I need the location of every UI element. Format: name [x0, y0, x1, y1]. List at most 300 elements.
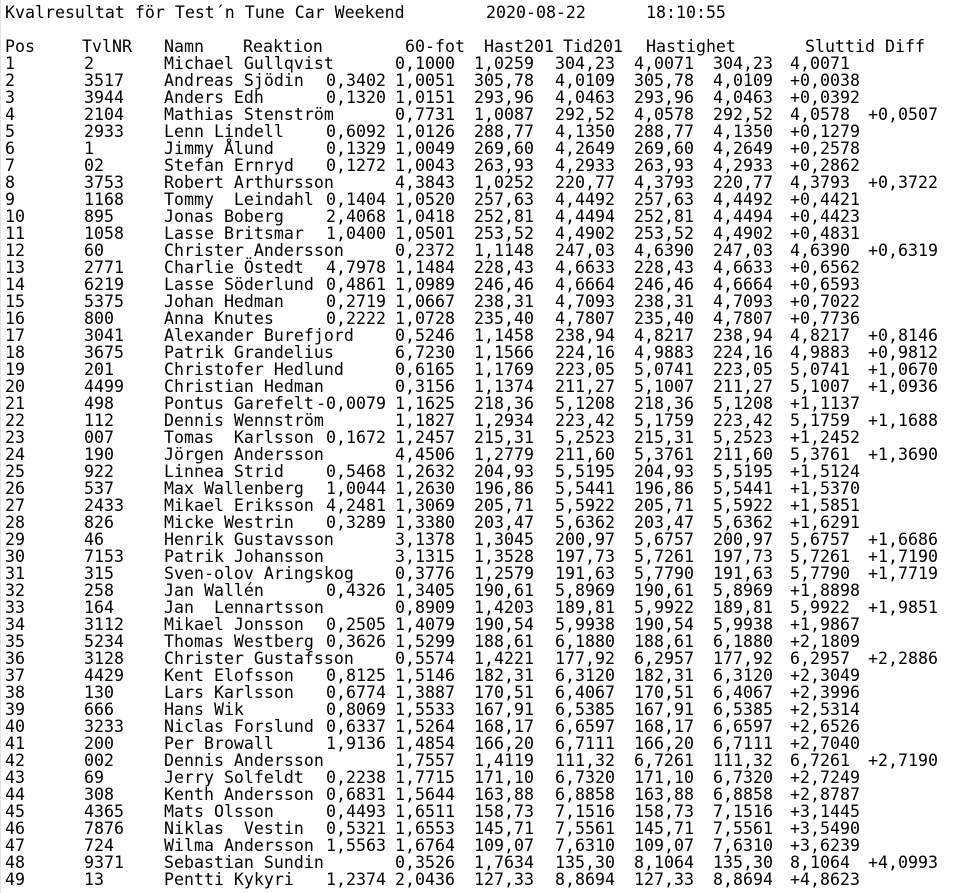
cell-name: Robert Arthursson — [164, 173, 334, 192]
cell-hastighet: 211,60 — [713, 445, 773, 464]
cell-hast201: 252,81 — [474, 207, 534, 226]
col-header-namn: Namn — [164, 37, 204, 56]
cell-sluttid: 4,6664 — [713, 275, 773, 294]
cell-name: Andreas Sjödin — [164, 71, 304, 90]
cell-reaktion: 0,1329 — [326, 139, 386, 158]
col-header-sluttid: Sluttid — [805, 37, 875, 56]
cell-name: Christofer Hedlund — [164, 360, 344, 379]
cell-diff: +0,4423 — [790, 207, 860, 226]
cell-name: Mathias Stenström — [164, 105, 334, 124]
cell-reaktion: 0,6337 — [326, 717, 386, 736]
cell-pos: 11 — [5, 224, 25, 243]
cell-name: Alexander Burefjord — [164, 326, 354, 345]
table-row — [1, 531, 964, 548]
cell-fot60: 1,0126 — [395, 122, 455, 141]
cell-nr: 190 — [84, 445, 114, 464]
cell-hastighet: 224,16 — [713, 343, 773, 362]
cell-hast201: 196,86 — [474, 479, 534, 498]
table-row — [1, 837, 964, 854]
cell-nr: 2433 — [84, 496, 124, 515]
cell-nr: 315 — [84, 564, 114, 583]
cell-name: Anders Edh — [164, 88, 264, 107]
cell-hastighet: 228,43 — [634, 258, 694, 277]
cell-name: Niklas Vestin — [164, 819, 304, 838]
cell-hast201: 223,42 — [555, 411, 615, 430]
cell-tid201: 6,5385 — [555, 700, 615, 719]
cell-pos: 38 — [5, 683, 25, 702]
cell-fot60: 1,6553 — [395, 819, 455, 838]
table-row — [1, 446, 964, 463]
cell-pos: 2 — [5, 71, 15, 90]
cell-pos: 15 — [5, 292, 25, 311]
cell-nr: 308 — [84, 785, 114, 804]
cell-nr: 2933 — [84, 122, 124, 141]
cell-reaktion: 1,7557 — [395, 751, 455, 770]
cell-fot60: 1,4119 — [474, 751, 534, 770]
cell-tid201: 5,0741 — [634, 360, 694, 379]
cell-reaktion: 0,6831 — [326, 785, 386, 804]
cell-fot60: 2,0436 — [395, 870, 455, 889]
cell-nr: 3233 — [84, 717, 124, 736]
cell-hast201: 238,94 — [555, 326, 615, 345]
cell-sluttid: 5,5441 — [713, 479, 773, 498]
cell-name: Patrik Johansson — [164, 547, 324, 566]
cell-nr: 826 — [84, 513, 114, 532]
cell-nr: 724 — [84, 836, 114, 855]
cell-diff: +0,1279 — [790, 122, 860, 141]
cell-sluttid: 7,5561 — [713, 819, 773, 838]
cell-hastighet: 252,81 — [634, 207, 694, 226]
cell-diff: +1,6686 — [868, 530, 938, 549]
cell-pos: 27 — [5, 496, 25, 515]
cell-diff: +4,8623 — [790, 870, 860, 889]
cell-fot60: 1,0049 — [395, 139, 455, 158]
cell-diff: +1,3690 — [868, 445, 938, 464]
cell-name: Dennis Wennström — [164, 411, 324, 430]
cell-reaktion: 0,6092 — [326, 122, 386, 141]
table-row — [1, 140, 964, 157]
cell-hastighet: 247,03 — [713, 241, 773, 260]
cell-sluttid: 4,4902 — [713, 224, 773, 243]
cell-sluttid: 6,7261 — [790, 751, 850, 770]
cell-sluttid: 5,6757 — [790, 530, 850, 549]
cell-fot60: 1,3405 — [395, 581, 455, 600]
cell-pos: 47 — [5, 836, 25, 855]
cell-diff: +1,7190 — [868, 547, 938, 566]
cell-reaktion: 1,2374 — [326, 870, 386, 889]
cell-reaktion: 0,2372 — [395, 241, 455, 260]
cell-hast201: 190,54 — [474, 615, 534, 634]
cell-reaktion: 0,3626 — [326, 632, 386, 651]
cell-hastighet: 205,71 — [634, 496, 694, 515]
cell-fot60: 1,0252 — [474, 173, 534, 192]
cell-tid201: 5,7261 — [634, 547, 694, 566]
cell-nr: 3112 — [84, 615, 124, 634]
cell-pos: 45 — [5, 802, 25, 821]
cell-nr: 69 — [84, 768, 104, 787]
cell-pos: 8 — [5, 173, 15, 192]
cell-fot60: 1,5299 — [395, 632, 455, 651]
cell-nr: 1168 — [84, 190, 124, 209]
cell-fot60: 1,0051 — [395, 71, 455, 90]
cell-reaktion: 0,3776 — [395, 564, 455, 583]
cell-reaktion: 0,5246 — [395, 326, 455, 345]
cell-hastighet: 269,60 — [634, 139, 694, 158]
cell-diff: +1,6291 — [790, 513, 860, 532]
cell-tid201: 4,4492 — [555, 190, 615, 209]
cell-diff: +1,2452 — [790, 428, 860, 447]
cell-nr: 3944 — [84, 88, 124, 107]
cell-tid201: 5,1208 — [555, 394, 615, 413]
cell-sluttid: 8,1064 — [790, 853, 850, 872]
cell-diff: +2,7190 — [868, 751, 938, 770]
cell-reaktion: 0,2238 — [326, 768, 386, 787]
col-header-pos: Pos — [5, 37, 35, 56]
cell-hastighet: 127,33 — [634, 870, 694, 889]
cell-hast201: 215,31 — [474, 428, 534, 447]
cell-fot60: 1,1148 — [474, 241, 534, 260]
cell-nr: 3041 — [84, 326, 124, 345]
report-date: 2020-08-22 — [486, 3, 586, 22]
col-header-reaktion: Reaktion — [243, 37, 323, 56]
cell-diff: +0,8146 — [868, 326, 938, 345]
cell-name: Thomas Westberg — [164, 632, 314, 651]
cell-reaktion: 4,4506 — [395, 445, 455, 464]
cell-tid201: 6,7111 — [555, 734, 615, 753]
table-row — [1, 276, 964, 293]
cell-hastighet: 292,52 — [713, 105, 773, 124]
cell-nr: 5234 — [84, 632, 124, 651]
cell-hast201: 211,27 — [555, 377, 615, 396]
cell-diff: +2,7249 — [790, 768, 860, 787]
cell-pos: 28 — [5, 513, 25, 532]
cell-tid201: 4,4494 — [555, 207, 615, 226]
cell-name: Niclas Forslund — [164, 717, 314, 736]
cell-fot60: 1,5533 — [395, 700, 455, 719]
cell-tid201: 4,8217 — [634, 326, 694, 345]
cell-reaktion: 1,0044 — [326, 479, 386, 498]
cell-fot60: 1,1566 — [474, 343, 534, 362]
cell-name: Jonas Boberg — [164, 207, 284, 226]
cell-sluttid: 4,0071 — [790, 54, 850, 73]
cell-name: Christian Hedman — [164, 377, 324, 396]
cell-pos: 37 — [5, 666, 25, 685]
cell-name: Jimmy Ålund — [164, 139, 274, 158]
cell-reaktion: 0,8069 — [326, 700, 386, 719]
cell-name: Henrik Gustavsson — [164, 530, 334, 549]
cell-pos: 36 — [5, 649, 25, 668]
cell-name: Kent Elofsson — [164, 666, 294, 685]
cell-nr: 164 — [84, 598, 114, 617]
cell-sluttid: 6,3120 — [713, 666, 773, 685]
cell-hast201: 263,93 — [474, 156, 534, 175]
table-row — [1, 293, 964, 310]
cell-nr: 7876 — [84, 819, 124, 838]
cell-pos: 41 — [5, 734, 25, 753]
cell-name: Linnea Strid — [164, 462, 284, 481]
cell-hastighet: 111,32 — [713, 751, 773, 770]
cell-hast201: 177,92 — [555, 649, 615, 668]
cell-fot60: 1,0151 — [395, 88, 455, 107]
cell-hast201: 205,71 — [474, 496, 534, 515]
cell-tid201: 6,4067 — [555, 683, 615, 702]
cell-sluttid: 5,2523 — [713, 428, 773, 447]
cell-name: Sebastian Sundin — [164, 853, 324, 872]
cell-hast201: 203,47 — [474, 513, 534, 532]
table-row — [1, 548, 964, 565]
cell-tid201: 4,2933 — [555, 156, 615, 175]
table-row — [1, 123, 964, 140]
cell-diff: +1,0670 — [868, 360, 938, 379]
cell-nr: 3675 — [84, 343, 124, 362]
cell-reaktion: 0,7731 — [395, 105, 455, 124]
cell-name: Per Browall — [164, 734, 274, 753]
cell-reaktion: -0,0079 — [316, 394, 386, 413]
cell-sluttid: 6,1880 — [713, 632, 773, 651]
cell-sluttid: 6,7111 — [713, 734, 773, 753]
cell-diff: +0,4421 — [790, 190, 860, 209]
cell-pos: 39 — [5, 700, 25, 719]
cell-name: Jerry Solfeldt — [164, 768, 304, 787]
cell-hastighet: 166,20 — [634, 734, 694, 753]
cell-tid201: 8,8694 — [555, 870, 615, 889]
cell-tid201: 5,6362 — [555, 513, 615, 532]
cell-hast201: 188,61 — [474, 632, 534, 651]
col-header-diff: Diff — [885, 37, 925, 56]
cell-tid201: 5,3761 — [634, 445, 694, 464]
cell-nr: 4499 — [84, 377, 124, 396]
cell-tid201: 6,1880 — [555, 632, 615, 651]
cell-hast201: 235,40 — [474, 309, 534, 328]
cell-reaktion: 0,4326 — [326, 581, 386, 600]
cell-reaktion: 1,1827 — [395, 411, 455, 430]
cell-hastighet: 200,97 — [713, 530, 773, 549]
cell-fot60: 1,6511 — [395, 802, 455, 821]
col-header-hast201: Hast201 — [484, 37, 554, 56]
cell-hastighet: 163,88 — [634, 785, 694, 804]
cell-hast201: 218,36 — [474, 394, 534, 413]
cell-name: Patrik Grandelius — [164, 343, 334, 362]
cell-tid201: 7,6310 — [555, 836, 615, 855]
cell-hastighet: 305,78 — [634, 71, 694, 90]
table-row — [1, 242, 964, 259]
cell-pos: 34 — [5, 615, 25, 634]
cell-hast201: 223,05 — [555, 360, 615, 379]
cell-sluttid: 5,5195 — [713, 462, 773, 481]
report-time: 18:10:55 — [646, 3, 726, 22]
cell-sluttid: 5,5922 — [713, 496, 773, 515]
cell-hastighet: 204,93 — [634, 462, 694, 481]
cell-sluttid: 5,3761 — [790, 445, 850, 464]
cell-hastighet: 191,63 — [713, 564, 773, 583]
cell-sluttid: 4,0109 — [713, 71, 773, 90]
cell-name: Anna Knutes — [164, 309, 274, 328]
cell-reaktion: 4,2481 — [326, 496, 386, 515]
cell-pos: 26 — [5, 479, 25, 498]
cell-nr: 2771 — [84, 258, 124, 277]
cell-tid201: 6,3120 — [555, 666, 615, 685]
cell-hast201: 224,16 — [555, 343, 615, 362]
cell-reaktion: 0,1000 — [395, 54, 455, 73]
cell-fot60: 1,0520 — [395, 190, 455, 209]
cell-hast201: 190,61 — [474, 581, 534, 600]
table-row — [1, 667, 964, 684]
cell-diff: +3,5490 — [790, 819, 860, 838]
cell-fot60: 1,1374 — [474, 377, 534, 396]
table-row — [1, 72, 964, 89]
cell-fot60: 1,5264 — [395, 717, 455, 736]
cell-fot60: 1,1625 — [395, 394, 455, 413]
cell-name: Mikael Jonsson — [164, 615, 304, 634]
cell-pos: 44 — [5, 785, 25, 804]
cell-nr: 4429 — [84, 666, 124, 685]
cell-pos: 29 — [5, 530, 25, 549]
cell-name: Lasse Britsmar — [164, 224, 304, 243]
cell-tid201: 6,7261 — [634, 751, 694, 770]
cell-nr: 002 — [84, 751, 114, 770]
cell-hast201: 170,51 — [474, 683, 534, 702]
table-row — [1, 650, 964, 667]
cell-fot60: 1,0501 — [395, 224, 455, 243]
cell-sluttid: 6,7320 — [713, 768, 773, 787]
cell-sluttid: 7,1516 — [713, 802, 773, 821]
cell-pos: 25 — [5, 462, 25, 481]
cell-pos: 46 — [5, 819, 25, 838]
table-row — [1, 378, 964, 395]
cell-name: Lenn Lindell — [164, 122, 284, 141]
cell-fot60: 1,4221 — [474, 649, 534, 668]
cell-name: Mikael Eriksson — [164, 496, 314, 515]
cell-diff: +3,6239 — [790, 836, 860, 855]
cell-tid201: 5,6757 — [634, 530, 694, 549]
cell-name: Dennis Andersson — [164, 751, 324, 770]
cell-fot60: 1,2632 — [395, 462, 455, 481]
cell-name: Pentti Kykyri — [164, 870, 294, 889]
cell-nr: 666 — [84, 700, 114, 719]
cell-hastighet: 182,31 — [634, 666, 694, 685]
cell-sluttid: 5,7790 — [790, 564, 850, 583]
cell-nr: 1 — [84, 139, 94, 158]
cell-sluttid: 8,8694 — [713, 870, 773, 889]
table-row — [1, 395, 964, 412]
cell-pos: 4 — [5, 105, 15, 124]
cell-fot60: 1,2779 — [474, 445, 534, 464]
cell-sluttid: 4,0463 — [713, 88, 773, 107]
cell-hastighet: 293,96 — [634, 88, 694, 107]
cell-reaktion: 0,8909 — [395, 598, 455, 617]
cell-nr: 13 — [84, 870, 104, 889]
cell-tid201: 4,6633 — [555, 258, 615, 277]
cell-tid201: 4,7093 — [555, 292, 615, 311]
table-row — [1, 344, 964, 361]
cell-sluttid: 5,9938 — [713, 615, 773, 634]
cell-hastighet: 304,23 — [713, 54, 773, 73]
cell-diff: +2,3049 — [790, 666, 860, 685]
cell-fot60: 1,4203 — [474, 598, 534, 617]
cell-hast201: 293,96 — [474, 88, 534, 107]
cell-fot60: 1,1769 — [474, 360, 534, 379]
cell-hast201: 163,88 — [474, 785, 534, 804]
cell-hast201: 145,71 — [474, 819, 534, 838]
table-row — [1, 106, 964, 123]
cell-hastighet: 215,31 — [634, 428, 694, 447]
cell-reaktion: 4,3843 — [395, 173, 455, 192]
cell-hastighet: 238,94 — [713, 326, 773, 345]
cell-hast201: 246,46 — [474, 275, 534, 294]
cell-diff: +0,3722 — [868, 173, 938, 192]
cell-nr: 498 — [84, 394, 114, 413]
cell-hastighet: 253,52 — [634, 224, 694, 243]
table-row — [1, 514, 964, 531]
cell-name: Johan Hedman — [164, 292, 284, 311]
cell-hastighet: 190,61 — [634, 581, 694, 600]
cell-pos: 1 — [5, 54, 15, 73]
table-row — [1, 820, 964, 837]
cell-fot60: 1,3045 — [474, 530, 534, 549]
cell-tid201: 4,6390 — [634, 241, 694, 260]
cell-sluttid: 5,1007 — [790, 377, 850, 396]
cell-hast201: 171,10 — [474, 768, 534, 787]
cell-reaktion: 0,8125 — [326, 666, 386, 685]
cell-fot60: 1,2934 — [474, 411, 534, 430]
cell-fot60: 1,4079 — [395, 615, 455, 634]
cell-pos: 12 — [5, 241, 25, 260]
cell-nr: 02 — [84, 156, 104, 175]
cell-hast201: 182,31 — [474, 666, 534, 685]
cell-name: Mats Olsson — [164, 802, 274, 821]
cell-pos: 9 — [5, 190, 15, 209]
cell-hastighet: 211,27 — [713, 377, 773, 396]
cell-tid201: 5,9922 — [634, 598, 694, 617]
cell-tid201: 4,0109 — [555, 71, 615, 90]
cell-diff: +2,1809 — [790, 632, 860, 651]
cell-name: Tommy Leindahl — [164, 190, 314, 209]
cell-tid201: 7,5561 — [555, 819, 615, 838]
cell-fot60: 1,4854 — [395, 734, 455, 753]
cell-name: Lasse Söderlund — [164, 275, 314, 294]
table-row — [1, 191, 964, 208]
cell-hastighet: 189,81 — [713, 598, 773, 617]
cell-reaktion: 0,3526 — [395, 853, 455, 872]
cell-diff: +0,7736 — [790, 309, 860, 328]
table-body — [1, 55, 964, 888]
cell-hast201: 127,33 — [474, 870, 534, 889]
cell-fot60: 1,0667 — [395, 292, 455, 311]
cell-reaktion: 4,7978 — [326, 258, 386, 277]
cell-diff: +1,5851 — [790, 496, 860, 515]
cell-sluttid: 6,2957 — [790, 649, 850, 668]
cell-hastighet: 168,17 — [634, 717, 694, 736]
cell-pos: 33 — [5, 598, 25, 617]
cell-hast201: 204,93 — [474, 462, 534, 481]
cell-hast201: 304,23 — [555, 54, 615, 73]
cell-diff: +0,6562 — [790, 258, 860, 277]
table-row — [1, 752, 964, 769]
cell-reaktion: 0,5574 — [395, 649, 455, 668]
cell-pos: 31 — [5, 564, 25, 583]
cell-hastighet: 203,47 — [634, 513, 694, 532]
table-row — [1, 55, 964, 72]
cell-tid201: 5,1759 — [634, 411, 694, 430]
cell-tid201: 4,3793 — [634, 173, 694, 192]
cell-sluttid: 4,4494 — [713, 207, 773, 226]
cell-nr: 9371 — [84, 853, 124, 872]
cell-tid201: 5,9938 — [555, 615, 615, 634]
cell-sluttid: 5,9922 — [790, 598, 850, 617]
cell-nr: 922 — [84, 462, 114, 481]
cell-nr: 537 — [84, 479, 114, 498]
cell-name: Micke Westrin — [164, 513, 294, 532]
